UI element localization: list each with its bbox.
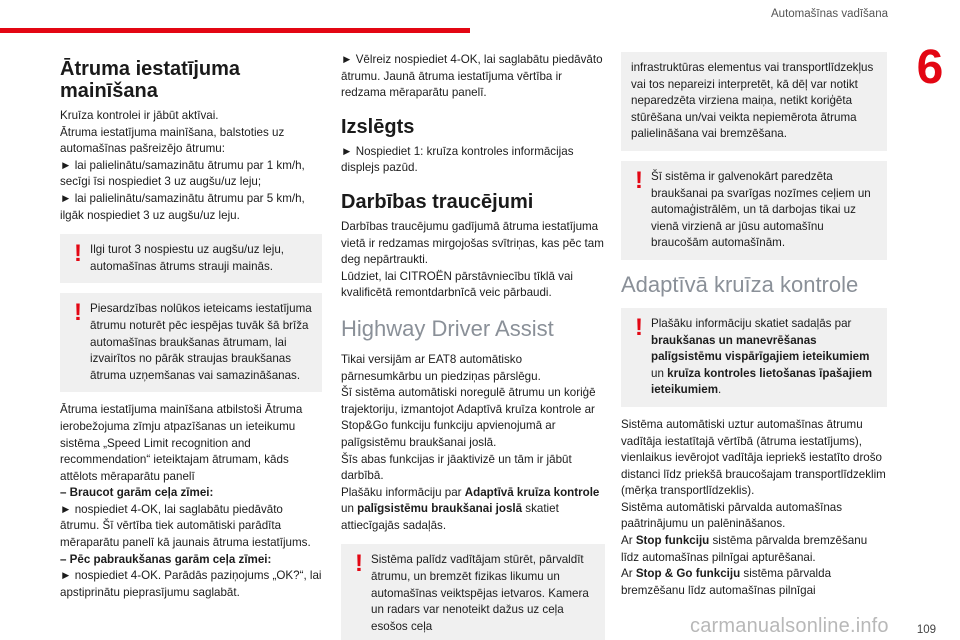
header-title: Automašīnas vadīšana <box>771 8 888 20</box>
text: ► lai palielinātu/samazinātu ātrumu par 5 km/h, ilgāk nospiediet 3 uz augšu/uz leju. <box>60 191 305 222</box>
text: un <box>341 502 358 516</box>
paragraph: Šī sistēma automātiski noregulē ātrumu un koriģē trajektoriju, izmantojot Adaptīvā kruīza kontrole ar Stop&Go funkciju funkciju apvienojumā ar palīgsistēmu braukšanai joslā. <box>341 386 596 449</box>
bold-text: braukšanas un manevrēšanas palīgsistēmu vispārīgajiem ieteikumiem <box>651 333 870 364</box>
page-header <box>0 0 960 46</box>
paragraph <box>60 158 322 191</box>
paragraph: Sistēma automātiski pārvalda automašīnas paātrinājumu un palēnināšanos. <box>621 500 843 531</box>
paragraph <box>621 566 887 599</box>
text: Plašāku informāciju par <box>341 485 465 499</box>
warning-text: Piesardzības nolūkos ieteicams iestatījuma ātrumu noturēt pēc iespējas tuvāk šā brīža automašīnas braukšanas ātrumam, lai izvairītos no pārāk straujas braukšanas ātruma uzņemšanas vai samazināšanas. <box>90 302 312 382</box>
column-2 <box>341 52 605 640</box>
warning-text: Sistēma palīdz vadītājam stūrēt, pārvaldīt ātrumu, un bremzēt fizikas likumu un automašīnas veiktspējas ietvaros. Kamera un radars var nenoteikt dažus uz ceļa esošos ceļa <box>371 553 589 633</box>
paragraph: Tikai versijām ar EAT8 automātisko pārnesumkārbu un piedziņas pārslēgu. <box>341 352 541 383</box>
warning-box <box>60 234 322 283</box>
bold-text: Stop & Go funkciju <box>635 567 741 581</box>
exclamation-mark-icon: ! <box>635 166 643 194</box>
paragraph: Lūdziet, lai CITROËN pārstāvniecību tīklā vai kvalificētā remontdarbnīcā veic pārbaudi. <box>341 269 573 300</box>
section-title-speed-setting: Ātruma iestatījuma mainīšana <box>60 58 241 102</box>
subheading <box>60 552 322 569</box>
warning-text: Šī sistēma ir galvenokārt paredzēta braukšanai pa svarīgas nozīmes ceļiem un automaģistrālēm, un tā darbojas tikai uz vienā virzienā ar jūsu automašīnu braucošām automašīnām. <box>651 169 871 250</box>
bold-text: Stop funkciju <box>635 534 710 548</box>
warning-box <box>60 293 322 392</box>
paragraph: ► nospiediet 4-OK, lai saglabātu piedāvāto ātrumu. Šī vērtība tiek automātiski parādīta mēraparātu panelī kā jaunais ātruma iestatījums. <box>60 502 311 550</box>
column-3 <box>621 52 887 599</box>
column-1 <box>60 52 322 601</box>
warning-text: infrastruktūras elementus vai transportlīdzekļus vai tos nepareizi interpretēt, kā dēļ var notikt neparedzēta virziena maiņa, netikt koriģēta stūrēšana un/vai veikta nepiemērota ātruma palielināšana vai bremzēšana. <box>631 61 874 141</box>
paragraph: Sistēma automātiski uztur automašīnas ātrumu vadītāja iestatītajā vērtībā (ātruma iestatījums), vienlaikus ievērojot vadītāja iepriekš iestatīto drošo distanci līdz priekšā braucošajam transportlīdzeklim (mērķa transportlīdzeklis). <box>621 417 886 498</box>
exclamation-mark-icon: ! <box>635 313 643 341</box>
section-title-malfunction: Darbības traucējumi <box>341 190 534 213</box>
page-number: 109 <box>916 624 936 636</box>
exclamation-mark-icon: ! <box>74 299 82 327</box>
warning-box <box>621 161 887 260</box>
subheading <box>60 485 322 502</box>
text: ► lai palielinātu/samazinātu ātrumu par 1 km/h, secīgi īsi nospiediet 3 uz augšu/uz leju; <box>60 158 305 189</box>
text: skatiet attiecīgajās sadaļās. <box>341 502 559 532</box>
bold-text: – Braucot garām ceļa zīmei: <box>60 486 214 500</box>
paragraph <box>621 533 887 566</box>
text: sistēma pārvalda bremzēšanu līdz automašīnas pilnīgai <box>621 567 832 597</box>
paragraph: Ātruma iestatījuma mainīšana, balstoties uz automašīnas pašreizējo ātrumu: <box>60 125 285 156</box>
bold-text: palīgsistēmu braukšanai joslā <box>357 502 523 516</box>
warning-box <box>341 544 605 640</box>
paragraph: ► nospiediet 4-OK. Parādās paziņojums „OK?“, lai apstiprinātu pieprasījumu saglabāt. <box>60 569 322 599</box>
paragraph <box>60 191 322 224</box>
bold-text: Adaptīvā kruīza kontrole <box>464 485 600 499</box>
exclamation-mark-icon: ! <box>355 550 363 578</box>
section-title-highway-driver-assist: Highway Driver Assist <box>341 315 554 341</box>
paragraph: ► Vēlreiz nospiediet 4-OK, lai saglabātu piedāvāto ātrumu. Jaunā ātruma iestatījuma vērtība ir redzama mēraparātu panelī. <box>341 53 603 100</box>
warning-text: Ilgi turot 3 nospiestu uz augšu/uz leju, automašīnas ātrums strauji mainās. <box>90 243 284 273</box>
section-title-off: Izslēgts <box>341 115 415 138</box>
section-title-adaptive-cruise-control: Adaptīvā kruīza kontrole <box>621 271 859 297</box>
paragraph: ► Nospiediet 1: kruīza kontroles informācijas displejs pazūd. <box>341 144 574 175</box>
header-red-rule <box>0 28 470 33</box>
paragraph: Šīs abas funkcijas ir jāaktivizē un tām ir jābūt darbībā. <box>341 452 572 483</box>
bold-text: kruīza kontroles lietošanas īpašajiem ieteikumiem <box>651 366 873 397</box>
warning-box-continued <box>621 52 887 151</box>
text: Plašāku informāciju skatiet sadaļās par <box>651 316 852 330</box>
paragraph: Ātruma iestatījuma mainīšana atbilstoši Ātruma ierobežojuma zīmju atpazīšanas un ieteikumu sistēma „Speed Limit recognition and recommendation“ ieteiktajam ātrumam, kāds attēlots mēraparātu panelī <box>60 403 303 483</box>
warning-box <box>621 308 887 407</box>
paragraph: Kruīza kontrolei ir jābūt aktīvai. <box>60 109 219 122</box>
text: sistēma pārvalda bremzēšanu līdz automašīnas pilnīgai apturēšanai. <box>621 534 868 564</box>
chapter-number: 6 <box>916 41 944 94</box>
text: Ar <box>621 534 636 548</box>
text: Ar <box>621 567 636 581</box>
bold-text: – Pēc pabraukšanas garām ceļa zīmei: <box>60 552 272 566</box>
text: un <box>651 366 668 380</box>
warning-text <box>633 313 879 399</box>
exclamation-mark-icon: ! <box>74 240 82 268</box>
watermark: carmanualsonline.info <box>690 615 889 637</box>
text: . <box>718 383 722 397</box>
paragraph: Darbības traucējumu gadījumā ātruma iestatījuma vietā ir redzamas mirgojošas svītriņas, kas pēc tam deg nepārtraukti. <box>341 219 604 267</box>
paragraph <box>341 485 605 535</box>
